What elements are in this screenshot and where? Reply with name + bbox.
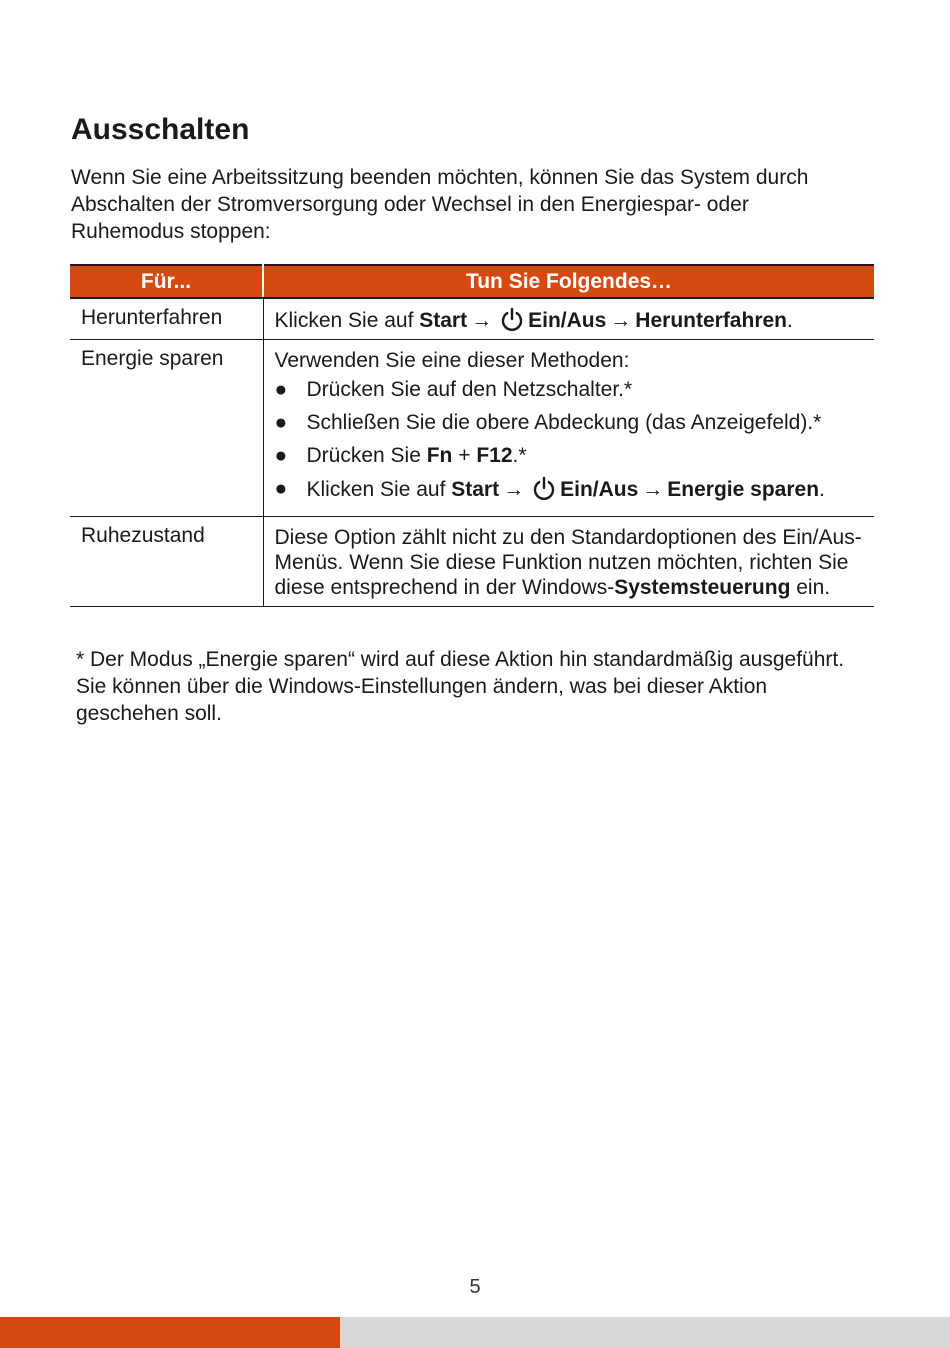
fn-suffix: .* bbox=[512, 444, 527, 467]
table-row bbox=[70, 517, 874, 607]
list-item bbox=[275, 476, 865, 502]
methods-lead: Verwenden Sie eine dieser Methoden: bbox=[274, 349, 630, 372]
bullet-icon: ● bbox=[274, 378, 288, 401]
method-text: Drücken Sie auf den Netzschalter.* bbox=[306, 378, 633, 401]
footnote: * Der Modus „Energie sparen“ wird auf diese Aktion hin standardmäßig ausgeführt. Sie können über die Windows-Einstellungen ändern, was bei dieser Aktion geschehen soll. bbox=[76, 648, 845, 725]
footer-accent bbox=[0, 1317, 340, 1348]
start-label: Start bbox=[451, 478, 500, 501]
target-shutdown: Herunterfahren bbox=[635, 309, 787, 332]
method-text: Schließen Sie die obere Abdeckung (das Anzeigefeld).* bbox=[306, 411, 822, 434]
hibernate-suffix: ein. bbox=[790, 576, 831, 599]
list-item bbox=[275, 377, 865, 402]
control-panel-label: Systemsteuerung bbox=[614, 576, 791, 599]
power-icon bbox=[499, 307, 525, 333]
fn-key: Fn bbox=[426, 444, 453, 467]
table-header-row bbox=[70, 265, 874, 298]
f12-key: F12 bbox=[476, 444, 513, 467]
row-label-sleep: Energie sparen bbox=[70, 340, 263, 517]
table-row bbox=[70, 340, 874, 517]
target-sleep: Energie sparen bbox=[667, 478, 820, 501]
sentence-end: . bbox=[819, 478, 825, 501]
list-item bbox=[275, 443, 865, 468]
page-title: Ausschalten bbox=[71, 113, 250, 146]
header-for: Für... bbox=[70, 265, 263, 298]
arrow-icon: → bbox=[642, 478, 664, 501]
arrow-icon: → bbox=[610, 309, 632, 332]
row-action-sleep bbox=[263, 340, 874, 517]
header-do: Tun Sie Folgendes… bbox=[263, 265, 874, 298]
table-row bbox=[70, 298, 874, 340]
bullet-icon: ● bbox=[274, 411, 288, 434]
methods-list bbox=[275, 377, 865, 502]
arrow-icon: → bbox=[471, 309, 493, 332]
row-action-hibernate bbox=[263, 517, 874, 607]
intro-paragraph: Wenn Sie eine Arbeitssitzung beenden möchten, können Sie das System durch Abschalten der Stromversorgung oder Wechsel in den Energiespar- oder Ruhemodus stoppen: bbox=[71, 166, 809, 243]
einaus-label: Ein/Aus bbox=[528, 309, 607, 332]
einaus-label: Ein/Aus bbox=[560, 478, 639, 501]
power-icon bbox=[531, 476, 557, 502]
click-prefix: Klicken Sie auf bbox=[274, 309, 420, 332]
list-item bbox=[275, 410, 865, 435]
row-label-hibernate: Ruhezustand bbox=[70, 517, 263, 607]
arrow-icon: → bbox=[503, 478, 525, 501]
fn-prefix: Drücken Sie bbox=[306, 444, 427, 467]
click-prefix: Klicken Sie auf bbox=[306, 478, 452, 501]
plus-sign: + bbox=[452, 444, 477, 467]
bullet-icon: ● bbox=[274, 444, 288, 467]
footer-bar bbox=[0, 1317, 950, 1348]
start-label: Start bbox=[419, 309, 468, 332]
actions-table bbox=[70, 264, 874, 607]
page-number: 5 bbox=[469, 1276, 481, 1298]
bullet-icon: ● bbox=[274, 477, 288, 500]
sentence-end: . bbox=[787, 309, 793, 332]
row-label-shutdown: Herunterfahren bbox=[70, 298, 263, 340]
row-action-shutdown bbox=[263, 298, 874, 340]
hibernate-text: Diese Option zählt nicht zu den Standardoptionen des Ein/Aus-Menüs. Wenn Sie diese Funktion nutzen möchten, richten Sie diese entsprechend in der Windows- bbox=[274, 526, 862, 599]
